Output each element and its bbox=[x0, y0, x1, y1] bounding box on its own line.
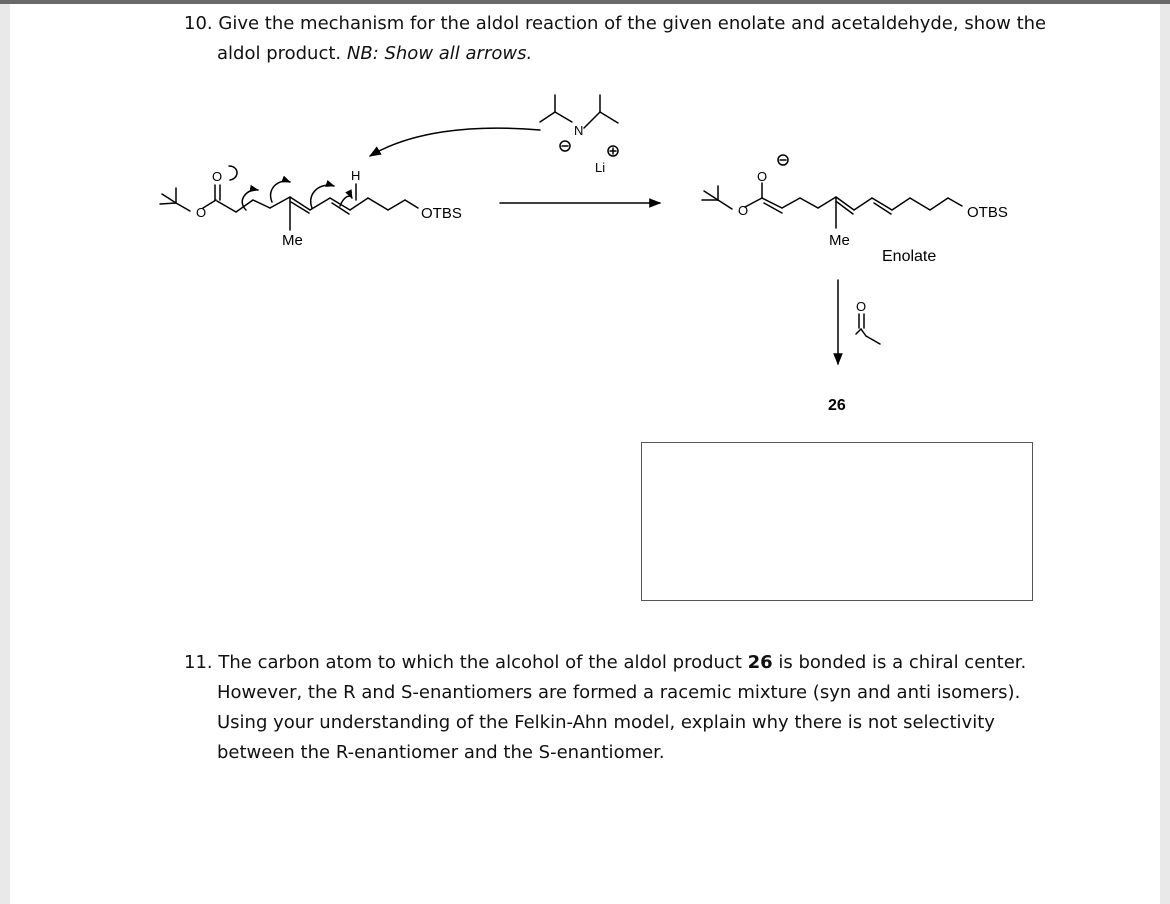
acetaldehyde bbox=[856, 314, 880, 344]
question-10-note: NB: Show all arrows. bbox=[346, 43, 533, 64]
reactant-carbonyl-o: O bbox=[212, 169, 223, 184]
acetaldehyde-o-label: O bbox=[856, 299, 867, 314]
question-11-line-4: between the R-enantiomer and the S-enantiomer. bbox=[217, 742, 665, 763]
reactant-me-label: Me bbox=[282, 232, 303, 249]
reactant-h-label: H bbox=[351, 168, 361, 183]
question-11-text-a: The carbon atom to which the alcohol of the aldol product bbox=[218, 652, 748, 673]
question-10-text: Give the mechanism for the aldol reaction of the given enolate and acetaldehyde, show the bbox=[218, 13, 1047, 34]
question-11-line-2: However, the R and S-enantiomers are formed a racemic mixture (syn and anti isomers). bbox=[217, 682, 1021, 703]
reactant-otbs-label: OTBS bbox=[421, 205, 462, 222]
enolate-ether-o: O bbox=[738, 203, 749, 218]
question-11-number: 11. bbox=[184, 652, 213, 673]
enolate-anion-o: O bbox=[757, 169, 768, 184]
question-10-text-2: aldol product. bbox=[217, 43, 347, 64]
answer-box[interactable] bbox=[641, 442, 1033, 601]
lda-n-label: N bbox=[574, 123, 584, 138]
question-11-line-3: Using your understanding of the Felkin-Ahn model, explain why there is not selectivity bbox=[217, 712, 995, 733]
product-number-label: 26 bbox=[828, 397, 846, 414]
question-10-number: 10. bbox=[184, 13, 213, 34]
enolate-otbs-label: OTBS bbox=[967, 204, 1008, 221]
lda-li-label: Li bbox=[595, 160, 606, 175]
enolate-name-label: Enolate bbox=[882, 248, 937, 265]
question-11-text-b: is bonded is a chiral center. bbox=[772, 652, 1027, 673]
question-11-line-1 bbox=[184, 648, 1026, 678]
question-11-product-ref: 26 bbox=[747, 652, 773, 673]
enolate-me-label: Me bbox=[829, 232, 850, 249]
reactant-ether-o: O bbox=[196, 205, 207, 220]
reactant-molecule bbox=[160, 166, 418, 230]
